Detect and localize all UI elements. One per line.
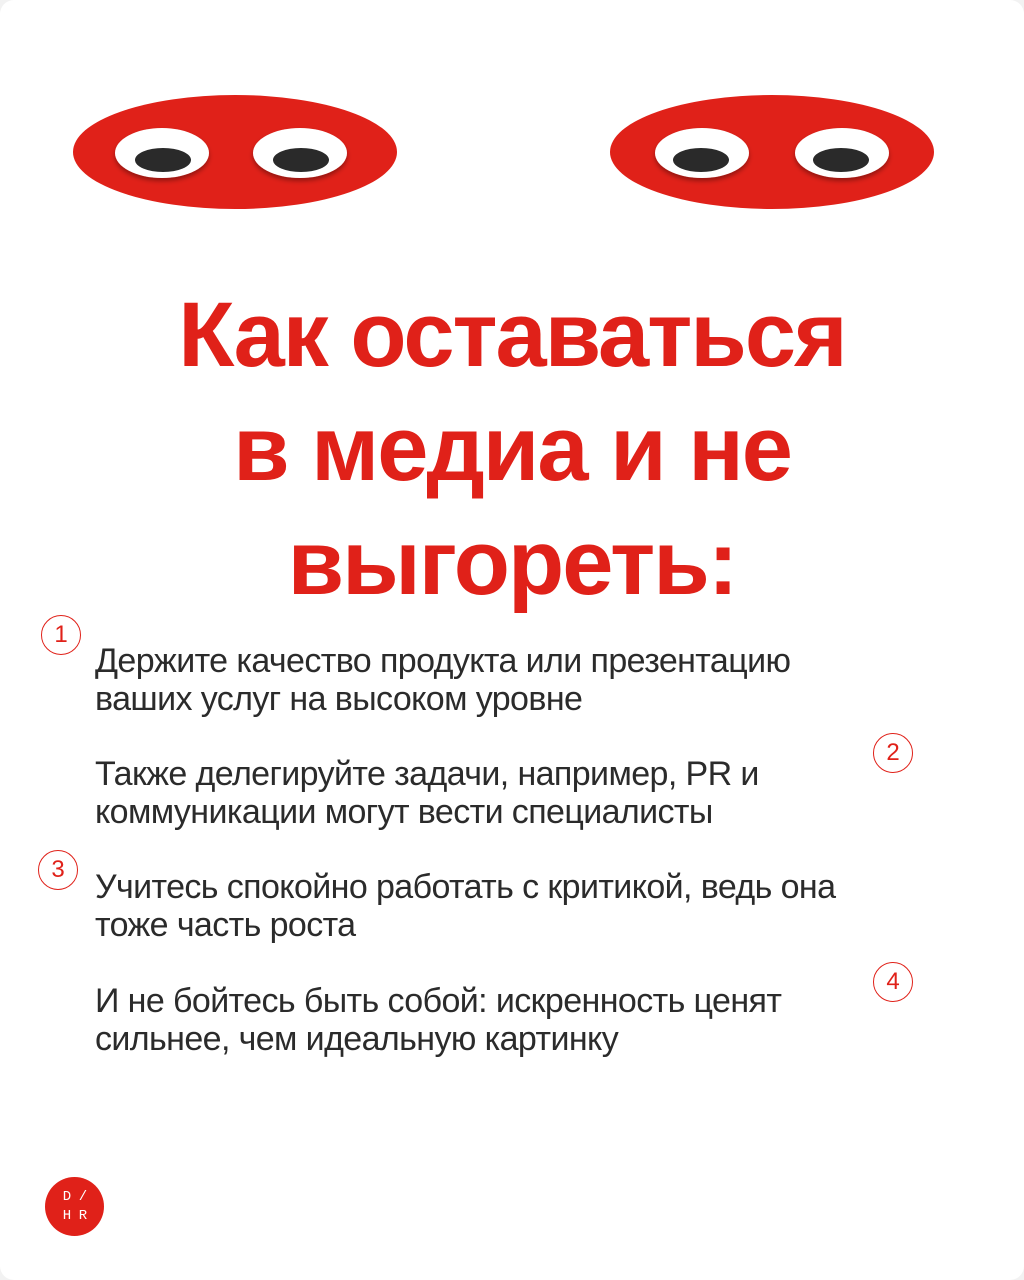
tip-number-badge-3: 3 (38, 850, 78, 890)
page-title-line-1: Как оставаться (178, 284, 846, 386)
tip-item-1 (95, 642, 905, 718)
logo-letter-h: H (62, 1208, 72, 1224)
tip-1-line-1: Держите качество продукта или презентацию (95, 642, 791, 680)
page-title-line-2: в медиа и не (233, 398, 791, 500)
logo-slash: / (78, 1189, 88, 1205)
page-title-line-3: выгореть: (287, 512, 737, 614)
tip-4-line-2: сильнее, чем идеальную картинку (95, 1020, 619, 1058)
tip-4-line-1: И не бойтесь быть собой: искренность ценят (95, 982, 782, 1020)
tip-item-2 (95, 755, 905, 831)
tip-item-4 (95, 982, 905, 1058)
logo-letter-r: R (78, 1208, 88, 1224)
tip-number-badge-4: 4 (873, 962, 913, 1002)
brand-logo (45, 1177, 104, 1236)
eye-mask-icon-left (72, 91, 398, 213)
tip-number-badge-2: 2 (873, 733, 913, 773)
tip-3-line-1: Учитесь спокойно работать с критикой, ведь она (95, 868, 836, 906)
page-title (0, 278, 1024, 620)
eye-mask-icon-right (609, 91, 935, 213)
tip-3-line-2: тоже часть роста (95, 906, 356, 944)
tip-number-badge-1: 1 (41, 615, 81, 655)
logo-letter-d: D (62, 1189, 72, 1205)
tip-1-line-2: ваших услуг на высоком уровне (95, 680, 583, 718)
tip-2-line-1: Также делегируйте задачи, например, PR и (95, 755, 759, 793)
tip-item-3 (95, 868, 905, 944)
tip-2-line-2: коммуникации могут вести специалисты (95, 793, 713, 831)
